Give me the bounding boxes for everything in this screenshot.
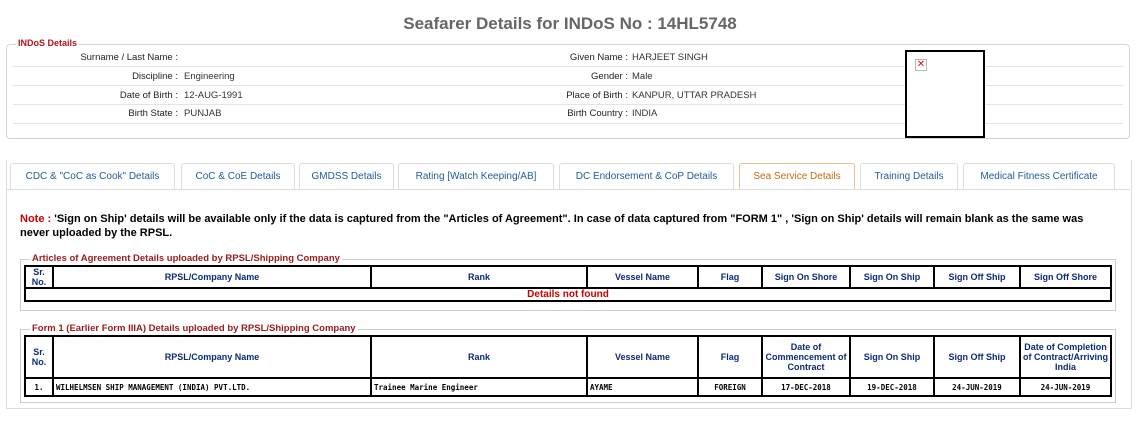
discipline-label: Discipline : [132,71,178,82]
cell-commencement: 17-DEC-2018 [762,378,850,396]
col-header-sign-on-shore: Sign On Shore [762,266,850,288]
page-title: Seafarer Details for INDoS No : 14HL5748 [403,14,737,33]
tab-sea-service[interactable]: Sea Service Details [739,163,855,189]
tab-gmdss[interactable]: GMDSS Details [299,163,394,189]
cell-completion: 24-JUN-2019 [1020,378,1111,396]
surname-label: Surname / Last Name : [80,52,178,63]
cell-sr-no: 1. [25,378,53,396]
dob-label: Date of Birth : [119,90,178,101]
birth-state-value: PUNJAB [184,108,222,119]
col-header-sign-off-shore: Sign Off Shore [1020,266,1111,288]
col-header-commencement: Date of Commencement of Contract [762,336,850,378]
table-row [25,288,1111,301]
col-header-sign-off-ship: Sign Off Ship [934,336,1020,378]
col-header-flag: Flag [698,266,762,288]
empty-message: Details not found [25,288,1111,301]
note-text: 'Sign on Ship' details will be available only if the data is captured from the "Articles of Agreement". In case of data captured from "FORM 1" , 'Sign on Ship' details will remain blank as the same was never uploaded by the RPSL. [20,213,1084,239]
seafarer-photo [905,50,985,138]
tab-coc-coe[interactable]: CoC & CoE Details [181,163,295,189]
cell-sign-on-ship: 19-DEC-2018 [850,378,934,396]
tab-rating-watch-keeping[interactable]: Rating [Watch Keeping/AB] [398,163,554,189]
aoa-table [24,265,1112,302]
given-name-value: HARJEET SINGH [632,52,708,63]
col-header-rank: Rank [371,336,587,378]
col-header-rank: Rank [371,266,587,288]
sea-service-note [20,212,1115,240]
table-header-row [25,266,1111,288]
col-header-company: RPSL/Company Name [53,266,371,288]
tab-dc-endorsement-cop[interactable]: DC Endorsement & CoP Details [559,163,734,189]
tab-cdc-coc-cook[interactable]: CDC & "CoC as Cook" Details [10,163,175,189]
gender-value: Male [632,71,653,82]
form1-table [24,335,1112,397]
table-header-row [25,336,1111,378]
cell-sign-off-ship: 24-JUN-2019 [934,378,1020,396]
birth-state-label: Birth State : [128,108,178,119]
discipline-value: Engineering [184,71,235,82]
cell-flag: FOREIGN [698,378,762,396]
cell-rank: Trainee Marine Engineer [371,378,587,396]
col-header-vessel: Vessel Name [587,266,698,288]
col-header-sign-on-ship: Sign On Ship [850,336,934,378]
birth-country-label: Birth Country : [567,108,628,119]
tab-training[interactable]: Training Details [860,163,958,189]
place-of-birth-value: KANPUR, UTTAR PRADESH [632,90,757,101]
gender-label: Gender : [591,71,628,82]
given-name-label: Given Name : [569,52,628,63]
col-header-flag: Flag [698,336,762,378]
dob-value: 12-AUG-1991 [184,90,243,101]
broken-image-icon: ✕ [916,59,926,70]
indos-details-legend: INDoS Details [18,38,78,48]
cell-company: WILHELMSEN SHIP MANAGEMENT (INDIA) PVT.LTD. [53,378,371,396]
col-header-sr-no: Sr. No. [25,336,53,378]
birth-country-value: INDIA [632,108,658,119]
col-header-completion: Date of Completion of Contract/Arriving India [1020,336,1111,378]
table-row [25,378,1111,396]
aoa-legend: Articles of Agreement Details uploaded by RPSL/Shipping Company [32,253,340,264]
place-of-birth-label: Place of Birth : [566,90,628,101]
form1-legend: Form 1 (Earlier Form IIIA) Details uploaded by RPSL/Shipping Company [32,323,356,334]
tab-medical-fitness[interactable]: Medical Fitness Certificate [963,163,1115,189]
col-header-sign-on-ship: Sign On Ship [850,266,934,288]
col-header-sr-no: Sr. No. [25,266,53,288]
col-header-sign-off-ship: Sign Off Ship [934,266,1020,288]
tab-bar-baseline [6,189,1130,190]
col-header-vessel: Vessel Name [587,336,698,378]
cell-vessel: AYAME [587,378,698,396]
col-header-company: RPSL/Company Name [53,336,371,378]
note-label: Note : [20,213,52,225]
